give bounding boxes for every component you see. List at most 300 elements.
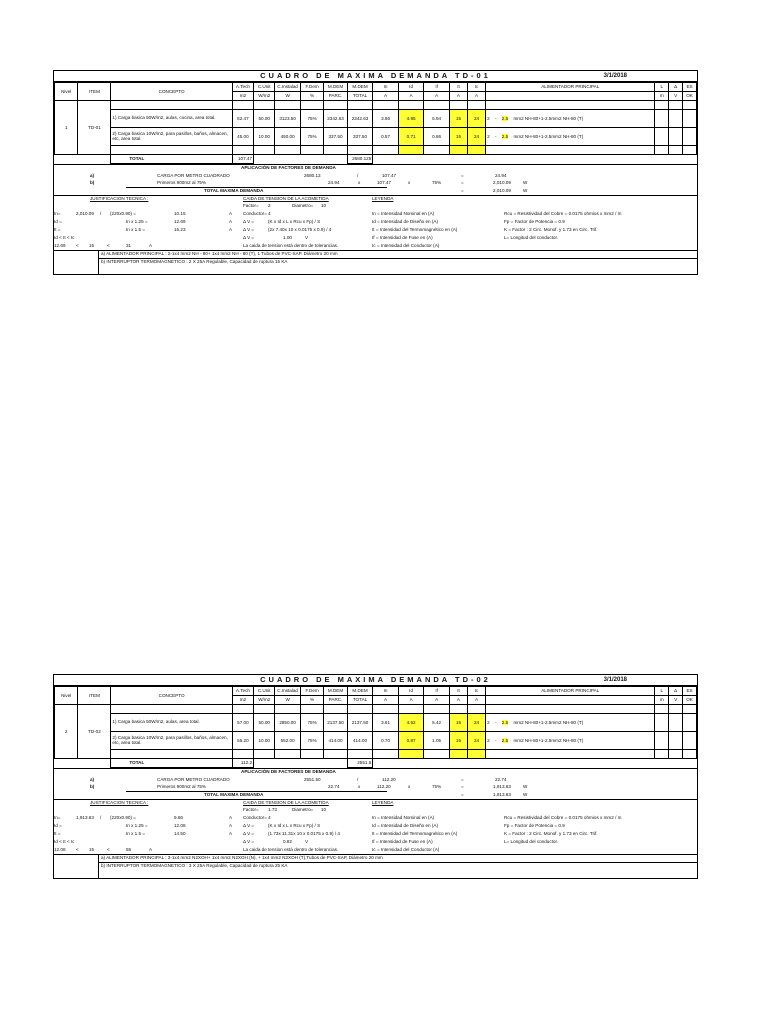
leg-fp: Fp = Factor de Potencia = 0.9: [504, 219, 565, 224]
cell: 57.00: [232, 714, 253, 732]
header-es: ES: [683, 687, 697, 696]
ic-c: 55: [126, 847, 132, 852]
dv-formula-2: (2x 7.40x 10 x 0.0175 x 0.9) / 4: [268, 227, 332, 232]
a-res: 24.94: [495, 173, 507, 178]
leg-rcu: Rcu = Resistividad del Cobre = 0.0175 ohmios x mm2 / m: [504, 211, 622, 216]
unit-cell: A: [373, 92, 399, 101]
header-ic: Ic: [468, 83, 486, 92]
empty-row: [55, 750, 697, 759]
total-row: [55, 155, 697, 164]
leg-it: It = Intensidad del Termomagnético en (A): [372, 831, 458, 836]
b-pct: 75%: [432, 180, 442, 185]
alim-section: 2.5: [501, 115, 509, 121]
cell-it: 15: [449, 714, 467, 732]
caida-title: CAIDA DE TENSION DE LA ACOMETIDA: [243, 196, 329, 201]
ic-unit: A: [149, 847, 153, 852]
load-row-2: [55, 128, 697, 146]
header-item: ITEM: [78, 687, 111, 705]
concept-1: 1) Carga basica 50W/m2, aulas, area total.: [111, 714, 232, 732]
leg-in: In = Intensidad Nominal en (A): [372, 211, 435, 216]
leg-fp: Fp = Factor de Potencia = 0.9: [504, 823, 565, 828]
sheet-title: CUADRO DE MAXIMA DEMANDA TD-02: [260, 675, 491, 684]
leg-rcu: Rcu = Resistividad del Cobre = 0.0175 ohmios x mm2 / m: [504, 815, 622, 820]
conductor: Conductor= 4: [243, 815, 271, 820]
caida-title: CAIDA DE TENSION DE LA ACOMETIDA: [243, 800, 329, 805]
cell: 337.50: [324, 128, 347, 146]
dv-label-1: Δ V =: [243, 219, 255, 224]
in-v: 1,913.63: [76, 815, 94, 820]
in-res: 9.66: [174, 815, 183, 820]
ic-b: 15: [89, 847, 95, 852]
demand-table: [54, 686, 697, 768]
cell: 2850.00: [275, 714, 301, 732]
cell: 3.86: [373, 110, 399, 128]
alim-desc: mm2 NH-80+1-2.5mm2 NH-80 (T): [513, 737, 584, 743]
header-mdem-parc: M.DEM: [324, 687, 347, 696]
alim-dash: -: [494, 133, 497, 139]
id-res: 12.08: [174, 823, 186, 828]
nivel-cell: 2: [55, 705, 78, 759]
id-unit: A: [229, 823, 233, 828]
a-div: 107.47: [382, 173, 397, 178]
factor-val: 2: [268, 203, 271, 208]
header-fdem: F.Dem: [300, 687, 323, 696]
cell: 552.00: [275, 732, 301, 750]
cell: 62.47: [232, 110, 253, 128]
it-res: 14.50: [174, 831, 186, 836]
ic-a: 12.69: [54, 243, 66, 248]
unit-cell: V: [669, 696, 683, 705]
header-cinst: C.Instalad: [275, 687, 301, 696]
total-area: 107.47: [232, 155, 253, 164]
cell-id: 0.71: [398, 128, 424, 146]
demand-table: [54, 82, 697, 164]
sheet-title-row: [54, 71, 697, 82]
alim-desc: mm2 NH-80+1-2.5mm2 NH-80 (T): [513, 115, 584, 121]
unit-cell: W/m2: [254, 696, 275, 705]
ic-lt-1: <: [76, 243, 79, 248]
header-if: If: [424, 687, 450, 696]
unit-cell: V: [669, 92, 683, 101]
unit-cell: A: [424, 92, 450, 101]
b-text: Primeros 900m2 al 75%: [157, 180, 207, 185]
it-unit: A: [229, 227, 233, 232]
cell: 45.00: [232, 128, 253, 146]
cell: 2137.50: [347, 714, 373, 732]
cell: 50.00: [254, 110, 275, 128]
tmd-label: TOTAL MAXIMA DEMANDA: [204, 188, 264, 193]
in-slash: /: [100, 211, 102, 216]
it-lbl: It =: [54, 227, 61, 232]
tmd-unit: W: [523, 188, 528, 193]
header-id: Id: [398, 83, 424, 92]
header-l: L: [655, 687, 669, 696]
total-label: TOTAL: [111, 155, 232, 164]
nota-a: a) ALIMENTADOR PRINCIPAL : 2-1x4 mm2 NH - 80+ 1x4 mm2 NH - 80 (T), 1 Tubos de PVC-SAP. Diámetro 20 mm: [101, 251, 338, 256]
unit-cell: %: [300, 92, 323, 101]
aplic-title: APLICACIÓN DE FACTORES DE DEMANDA: [241, 769, 336, 774]
unit-cell: %: [300, 696, 323, 705]
it-lbl: It =: [54, 831, 61, 836]
leg-in: In = Intensidad Nominal en (A): [372, 815, 435, 820]
id-unit: A: [229, 219, 233, 224]
concept-1: 1) Carga basica 50W/m2, aulas, cocina, area total.: [111, 110, 232, 128]
header-concepto: CONCEPTO: [111, 687, 232, 705]
sheet-title-row: [54, 675, 697, 686]
a-val: 2680.13: [304, 173, 321, 178]
spacer-row: [55, 705, 697, 714]
unit-cell: [486, 92, 655, 101]
header-row: [55, 687, 697, 696]
b-x: x: [358, 784, 361, 789]
unit-cell: m2: [232, 92, 253, 101]
unit-cell: TOTAL: [347, 92, 373, 101]
dv-formula-2: (1.73x 11.31x 10 x 0.0175 x 0.9) / 4: [268, 831, 340, 836]
b-x2: x: [408, 784, 411, 789]
cell: 3123.50: [275, 110, 301, 128]
header-l: L: [655, 83, 669, 92]
it-unit: A: [229, 831, 233, 836]
item-cell: TD-02: [78, 705, 111, 759]
ic-lt-2: <: [107, 847, 110, 852]
header-atech: A.Tech: [232, 687, 253, 696]
sheet-title: CUADRO DE MAXIMA DEMANDA TD-01: [260, 71, 491, 80]
tmd-eq: =: [461, 792, 464, 797]
a-text: CARGA POR METRO CUADRADO: [157, 777, 230, 782]
a-val: 2551.50: [304, 777, 321, 782]
caida-note: La caida de tension está dentro de tolerancias.: [243, 243, 339, 248]
tmd-eq: =: [461, 188, 464, 193]
diam-label: Diametro=: [292, 807, 314, 812]
dv-label-2: Δ V =: [243, 831, 255, 836]
alim-desc: mm2 NH-80+1-2.5mm2 NH-80 (T): [513, 133, 584, 139]
leg-id: Id = Intensidad de Diseño en (A): [372, 823, 439, 828]
nota-a: a) ALIMENTADOR PRINCIPAL : 3-1x4 mm2 N2XOH+ 1x4 mm2 N2XOH (N), + 1x4 mm2 N2XOH (T),Tubos de PVC-SAP, Diámetro 20 mm: [101, 855, 383, 860]
lower-section: [54, 164, 697, 274]
total-md: 2551.5: [347, 759, 373, 768]
cell: 450.00: [275, 128, 301, 146]
justif-title: JUSTIFICACION TECNICA :: [90, 800, 149, 805]
diam-label: Diametro=: [292, 203, 314, 208]
cell: 75%: [300, 732, 323, 750]
cell: 414.00: [347, 732, 373, 750]
header-cunit: C.Unit: [254, 687, 275, 696]
cell: 75%: [300, 110, 323, 128]
b-val: 24.94: [328, 180, 340, 185]
leg-ic: Ic = Intensidad del Conductor (A): [372, 847, 440, 852]
dv-unit: V: [305, 235, 309, 240]
b-text: Primeros 900m2 al 75%: [157, 784, 207, 789]
unit-cell: A: [398, 696, 424, 705]
dv-unit: V: [305, 839, 309, 844]
spacer-row: [55, 101, 697, 110]
alim-n: 2: [487, 737, 490, 743]
load-row-1: [55, 110, 697, 128]
dv-formula: (K x Id x L x Rcu x Fp) / S: [268, 219, 321, 224]
unit-cell: A: [468, 92, 486, 101]
cell-ic: 24: [468, 110, 486, 128]
cell: 5.94: [424, 110, 450, 128]
header-row: [55, 83, 697, 92]
cell-it: 15: [449, 128, 467, 146]
cell: 10.00: [254, 128, 275, 146]
tmd-unit: W: [523, 792, 528, 797]
header-alimentador: ALIMENTADOR PRINCIPAL: [486, 83, 655, 92]
nota-b: b) INTERRUPTOR TERMOMAGNETICO : 3 X 25A Regulable, Capacidad de ruptura 25 KA: [101, 863, 288, 868]
header-it: It: [449, 83, 467, 92]
lower-section: [54, 768, 697, 878]
alim-section: 2.5: [501, 719, 509, 725]
cell: 3.61: [373, 714, 399, 732]
unit-cell: m2: [232, 696, 253, 705]
unit-cell: [486, 696, 655, 705]
tmd-label: TOTAL MAXIMA DEMANDA: [204, 792, 264, 797]
header-item: ITEM: [78, 83, 111, 101]
unit-cell: PARC.: [324, 696, 347, 705]
unit-cell: A: [373, 696, 399, 705]
dv-formula: (K x Id x L x Rcu x Fp) / S: [268, 823, 321, 828]
unit-cell: OK: [683, 696, 697, 705]
unit-cell: A: [398, 92, 424, 101]
cell-id: 4.95: [398, 110, 424, 128]
ic-lt-1: <: [76, 847, 79, 852]
header-if: If: [424, 83, 450, 92]
alimentador-2: [486, 128, 655, 146]
total-label: TOTAL: [111, 759, 232, 768]
cell: 337.50: [347, 128, 373, 146]
unit-cell: A: [449, 696, 467, 705]
unit-cell: m: [655, 92, 669, 101]
leg-k: K = Factor : 2 Circ. Monof. y 1.73 en Circ. Trif.: [504, 227, 598, 232]
cell: 0.70: [373, 732, 399, 750]
dv-val: 0.82: [283, 839, 292, 844]
header-atech: A.Tech: [232, 83, 253, 92]
cell: 0.86: [424, 128, 450, 146]
leg-l: L= Longitud del conductor.: [504, 235, 559, 240]
leg-if: If = Intensidad de Fuse en (A): [372, 839, 433, 844]
cell: 10.00: [254, 732, 275, 750]
ic-lt-2: <: [107, 243, 110, 248]
in-lbl: In=: [54, 815, 61, 820]
leyenda-title: LEYENDA: [372, 196, 394, 201]
cell-it: 15: [449, 110, 467, 128]
dv-label-1: Δ V =: [243, 823, 255, 828]
dv-val: 1.00: [283, 235, 292, 240]
id-res: 12.69: [174, 219, 186, 224]
header-nivel: Nivel: [55, 687, 78, 705]
b-x: x: [358, 180, 361, 185]
tmd-res: 2,010.09: [493, 188, 511, 193]
unit-cell: W/m2: [254, 92, 275, 101]
a-res: 22.74: [495, 777, 507, 782]
unit-cell: A: [468, 696, 486, 705]
unit-cell: OK: [683, 92, 697, 101]
header-fdem: F.Dem: [300, 83, 323, 92]
cell: 5.42: [424, 714, 450, 732]
dv-label-2: Δ V =: [243, 227, 255, 232]
id-formula: In x 1.25 =: [126, 219, 148, 224]
header-mdem-total: M.DEM: [347, 687, 373, 696]
leg-k: K = Factor : 2 Circ. Monof. y 1.73 en Circ. Trif.: [504, 831, 598, 836]
idit-lbl: Id < It < Ic: [54, 235, 75, 240]
a-eq: =: [461, 173, 464, 178]
b-pct: 75%: [432, 784, 442, 789]
b-eq: =: [461, 784, 464, 789]
sheet-date: 3/1/2018: [603, 676, 627, 683]
it-formula: In x 1.5 =: [126, 227, 146, 232]
a-eq: =: [461, 777, 464, 782]
header-cunit: C.Unit: [254, 83, 275, 92]
b-val: 22.74: [328, 784, 340, 789]
total-row: [55, 759, 697, 768]
leg-if: If = Intensidad de Fuse en (A): [372, 235, 433, 240]
b-unit: W: [523, 784, 528, 789]
b-res: 1,913.63: [493, 784, 511, 789]
load-row-2: [55, 732, 697, 750]
concept-2: 2) Carga basica 10W/m2, para pasillos, baños, almacen, etc, area total.: [111, 732, 232, 750]
cell: 2342.63: [324, 110, 347, 128]
cell-ic: 24: [468, 732, 486, 750]
leyenda-title: LEYENDA: [372, 800, 394, 805]
cell-it: 15: [449, 732, 467, 750]
header-id: Id: [398, 687, 424, 696]
in-lbl: In=: [54, 211, 61, 216]
cell: 75%: [300, 714, 323, 732]
cell: 414.00: [324, 732, 347, 750]
concept-2: 2) Carga basica 10W/m2, para pasillos, baños, almacen, etc, area total.: [111, 128, 232, 146]
b-unit: W: [523, 180, 528, 185]
cell-ic: 24: [468, 714, 486, 732]
alim-dash: -: [494, 719, 497, 725]
leg-ic: Ic = Intensidad del Conductor (A): [372, 243, 440, 248]
conductor: Conductor= 4: [243, 211, 271, 216]
demand-sheet-td01: [53, 70, 698, 275]
alim-n: 2: [487, 719, 490, 725]
idit-lbl: Id < It < Ic: [54, 839, 75, 844]
tmd-res: 1,913.63: [493, 792, 511, 797]
leg-id: Id = Intensidad de Diseño en (A): [372, 219, 439, 224]
caida-note: La caida de tension está dentro de tolerancias.: [243, 847, 339, 852]
cell: 0.57: [373, 128, 399, 146]
id-formula: In x 1.25 =: [126, 823, 148, 828]
unit-cell: A: [449, 92, 467, 101]
b-mul: 112.20: [377, 784, 391, 789]
alim-section: 2.5: [501, 133, 509, 139]
leg-it: It = Intensidad del Termomagnético en (A): [372, 227, 458, 232]
ic-b: 15: [89, 243, 95, 248]
cell-id: 4.52: [398, 714, 424, 732]
alim-section: 2.5: [501, 737, 509, 743]
nota-b: b) INTERRUPTOR TERMOMAGNETICO : 2 X 25A Regulable, Capacidad de ruptura 15 KA: [101, 259, 288, 264]
dv-label-3: Δ V =: [243, 839, 255, 844]
header-nivel: Nivel: [55, 83, 78, 101]
it-formula: In x 1.5 =: [126, 831, 146, 836]
a-slash: /: [357, 173, 359, 178]
header-concepto: CONCEPTO: [111, 83, 232, 101]
a-slash: /: [357, 777, 359, 782]
in-formula: (220x0.90) =: [110, 815, 136, 820]
header-es: ES: [683, 83, 697, 92]
alimentador-2: [486, 732, 655, 750]
unit-cell: A: [424, 696, 450, 705]
in-slash: /: [100, 815, 102, 820]
b-label: b): [90, 784, 95, 789]
alimentador-1: [486, 714, 655, 732]
cell: 1.05: [424, 732, 450, 750]
a-text: CARGA POR METRO CUADRADO: [157, 173, 230, 178]
empty-row: [55, 146, 697, 155]
item-cell: TD-01: [78, 101, 111, 155]
b-res: 2,010.09: [493, 180, 511, 185]
nivel-cell: 1: [55, 101, 78, 155]
header-it: It: [449, 687, 467, 696]
diam-val: 10: [321, 807, 327, 812]
it-res: 15.23: [174, 227, 186, 232]
factor-label: Factor=: [243, 807, 259, 812]
load-row-1: [55, 714, 697, 732]
demand-sheet-td02: [53, 674, 698, 879]
id-lbl: Id =: [54, 823, 62, 828]
b-eq: =: [461, 180, 464, 185]
factor-val: 1.73: [268, 807, 277, 812]
in-unit: A: [229, 815, 233, 820]
a-div: 112.20: [382, 777, 396, 782]
in-unit: A: [229, 211, 233, 216]
ic-a: 12.08: [54, 847, 66, 852]
dv-label-3: Δ V =: [243, 235, 255, 240]
b-x2: x: [408, 180, 411, 185]
b-mul: 107.47: [377, 180, 392, 185]
header-in: In: [373, 83, 399, 92]
unit-cell: PARC.: [324, 92, 347, 101]
id-lbl: Id =: [54, 219, 62, 224]
header-mdem-parc: M.DEM: [324, 83, 347, 92]
unit-cell: W: [275, 696, 301, 705]
ic-unit: A: [149, 243, 153, 248]
sheet-date: 3/1/2018: [603, 72, 627, 79]
cell: 75%: [300, 128, 323, 146]
unit-cell: W: [275, 92, 301, 101]
in-v: 2,010.09: [76, 211, 94, 216]
aplic-title: APLICACIÓN DE FACTORES DE DEMANDA: [241, 165, 336, 170]
ic-c: 31: [126, 243, 132, 248]
cell-ic: 24: [468, 128, 486, 146]
alimentador-1: [486, 110, 655, 128]
alim-desc: mm2 NH-80+1-2.5mm2 NH-80 (T): [513, 719, 584, 725]
header-ic: Ic: [468, 687, 486, 696]
cell: 2342.63: [347, 110, 373, 128]
unit-cell: TOTAL: [347, 696, 373, 705]
cell: 55.20: [232, 732, 253, 750]
header-delta: Δ: [669, 687, 683, 696]
alim-dash: -: [494, 115, 497, 121]
in-res: 10.15: [174, 211, 186, 216]
total-area: 112.2: [232, 759, 253, 768]
header-in: In: [373, 687, 399, 696]
total-md: 2680.125: [347, 155, 373, 164]
a-label: a): [90, 777, 95, 782]
alim-n: 2: [487, 133, 490, 139]
cell-id: 0.87: [398, 732, 424, 750]
in-formula: (220x0.90) =: [110, 211, 136, 216]
cell: 2137.50: [324, 714, 347, 732]
header-delta: Δ: [669, 83, 683, 92]
factor-label: Factor=: [243, 203, 259, 208]
b-label: b): [90, 180, 95, 185]
justif-title: JUSTIFICACION TECNICA :: [90, 196, 149, 201]
unit-cell: m: [655, 696, 669, 705]
diam-val: 10: [321, 203, 327, 208]
